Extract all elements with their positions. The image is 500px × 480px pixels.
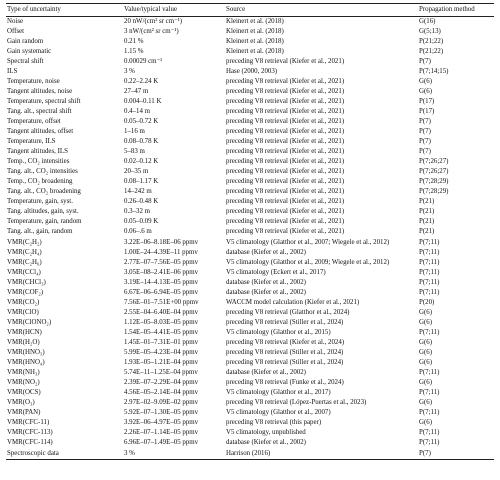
cell-source: V5 climatology, unpublished: [226, 429, 306, 437]
table-row: [6, 147, 494, 157]
cell-method: G(5;13): [419, 27, 441, 35]
cell-source: database (Kiefer et al., 2002): [226, 439, 306, 447]
cell-value: 1.12E–05–8.03E–05 ppmv: [124, 318, 199, 326]
cell-type: Temp., CO₂ intensities: [7, 158, 70, 166]
table-row: [6, 258, 494, 268]
table-row: [6, 248, 494, 258]
header-source: Source: [226, 6, 246, 13]
cell-type: Temperature, offset: [7, 117, 61, 125]
table-row: [6, 368, 494, 378]
cell-value: 20–35 m: [124, 168, 149, 176]
cell-source: preceding V8 retrieval (Kiefer et al., 2021): [226, 188, 345, 196]
cell-value: 4.56E–05–2.14E–04 ppmv: [124, 389, 199, 397]
cell-method: P(20): [419, 298, 435, 306]
cell-value: 3.05E–08–2.41E–06 ppmv: [124, 268, 199, 276]
cell-value: 5–83 m: [124, 148, 145, 156]
cell-source: preceding V8 retrieval (Kiefer et al., 2021): [226, 107, 345, 115]
header-value: Value/typical value: [124, 6, 177, 13]
cell-value: 1.45E–01–7.31E–01 ppmv: [124, 339, 199, 346]
cell-source: database (Kiefer et al., 2002): [226, 369, 306, 377]
cell-source: preceding V8 retrieval (Stiller et al., 2024): [226, 318, 344, 326]
table-row: [6, 77, 494, 87]
cell-source: V5 climatology (Eckert et al., 2017): [226, 268, 326, 276]
cell-value: 0.4–14 m: [124, 107, 151, 115]
cell-value: 20 nW/(cm² sr cm⁻¹): [124, 17, 183, 25]
cell-source: database (Kiefer et al., 2002): [226, 278, 306, 286]
table-row: [6, 398, 494, 408]
cell-value: 2.77E–07–7.56E–05 ppmv: [124, 258, 199, 266]
cell-value: 5.99E–05–4.23E–04 ppmv: [124, 349, 199, 357]
table-row: [6, 47, 494, 57]
cell-method: P(7;26;27): [419, 158, 449, 166]
cell-type: Temp., CO₂ broadening: [7, 178, 73, 186]
cell-type: Spectroscopic data: [7, 449, 59, 457]
table-row: [6, 37, 494, 47]
table-row: [6, 187, 494, 197]
cell-method: P(7;11): [419, 429, 440, 437]
cell-method: P(17): [419, 107, 435, 115]
cell-value: 0.08–1.17 K: [124, 178, 159, 186]
cell-value: 2.39E–07–2.29E–04 ppmv: [124, 379, 199, 387]
cell-method: G(6): [419, 77, 433, 85]
cell-type: Temperature, gain, syst.: [7, 198, 73, 206]
table-row: [6, 87, 494, 97]
table-row: [6, 137, 494, 147]
cell-type: VMR(ClONO₂): [7, 318, 52, 326]
cell-type: Gain random: [7, 37, 44, 45]
cell-source: preceding V8 retrieval (López-Puertas et al., 2023): [226, 399, 367, 407]
cell-method: P(7;11): [419, 439, 440, 447]
cell-type: VMR(CO₂): [7, 298, 40, 306]
cell-source: preceding V8 retrieval (Kiefer et al., 2021): [226, 117, 345, 125]
cell-type: VMR(CFC-114): [7, 439, 53, 447]
header-method: Propagation method: [419, 6, 475, 13]
cell-method: P(21): [419, 218, 435, 226]
cell-source: V5 climatology (Glatthor et al., 2017): [226, 389, 331, 397]
cell-value: 2.26E–07–1.14E–05 ppmv: [124, 429, 199, 437]
cell-method: P(21): [419, 198, 435, 206]
cell-type: Offset: [7, 27, 25, 35]
cell-method: P(7;11): [419, 238, 440, 246]
cell-type: VMR(NH₃): [7, 369, 40, 377]
cell-value: 1.54E–05–4.41E–05 ppmv: [124, 328, 199, 336]
cell-type: Tang. alt., CO₂ intensities: [7, 168, 78, 176]
cell-type: VMR(CFC-11): [7, 419, 50, 427]
cell-method: P(7;11): [419, 278, 440, 286]
cell-method: G(6): [419, 419, 433, 427]
cell-method: P(7): [419, 148, 431, 156]
cell-source: preceding V8 retrieval (this paper): [226, 419, 322, 427]
table-row: [6, 207, 494, 217]
cell-source: preceding V8 retrieval (Kiefer et al., 2021): [226, 178, 345, 186]
cell-method: P(7;11): [419, 328, 440, 336]
cell-value: 0.3–32 m: [124, 208, 151, 216]
table-row: [6, 227, 494, 237]
cell-type: Temperature, gain, random: [7, 218, 82, 226]
table-row: [6, 338, 494, 348]
cell-source: preceding V8 retrieval (Kiefer et al., 2021): [226, 128, 345, 136]
cell-source: V5 climatology (Glatthor et al., 2007): [226, 409, 331, 417]
table-row: [6, 127, 494, 137]
cell-source: preceding V8 retrieval (Stiller et al., 2024): [226, 349, 344, 357]
cell-type: Tang. altitudes, gain, syst.: [7, 208, 79, 216]
cell-value: 2.97E–02–9.09E–02 ppmv: [124, 399, 199, 407]
cell-value: 0.21 %: [124, 37, 144, 45]
cell-type: Spectral shift: [7, 57, 44, 65]
table-row: [6, 197, 494, 207]
cell-method: P(21): [419, 228, 435, 236]
table-row: [6, 378, 494, 388]
cell-source: WACCM model calculation (Kiefer et al., 2021): [226, 298, 360, 306]
cell-type: Tang. alt., spectral shift: [7, 107, 72, 115]
cell-method: P(7;11): [419, 248, 440, 256]
cell-type: ILS: [7, 67, 18, 75]
table-row: [6, 157, 494, 167]
cell-value: 0.02–0.12 K: [124, 158, 159, 166]
cell-value: 0.05–0.72 K: [124, 117, 159, 125]
cell-source: preceding V8 retrieval (Kiefer et al., 2021): [226, 228, 345, 236]
table-row: [6, 117, 494, 127]
cell-type: Temperature, ILS: [7, 138, 56, 146]
cell-type: Tangent altitudes, offset: [7, 128, 74, 136]
cell-source: Kleinert et al. (2018): [226, 37, 284, 45]
cell-type: Temperature, noise: [7, 77, 60, 85]
cell-type: VMR(CHCl₃): [7, 278, 46, 286]
table-row: [6, 288, 494, 298]
table-row: [6, 418, 494, 428]
cell-source: preceding V8 retrieval (Kiefer et al., 2021): [226, 218, 345, 226]
cell-value: 2.55E–04–6.40E–04 ppmv: [124, 308, 199, 316]
cell-type: VMR(C₂H₄): [7, 248, 42, 256]
cell-source: Hase (2000, 2003): [226, 67, 278, 75]
cell-type: VMR(O₃): [7, 399, 35, 407]
table-row: [6, 107, 494, 117]
cell-value: 0.22–2.24 K: [124, 77, 159, 85]
cell-source: Kleinert et al. (2018): [226, 17, 284, 25]
cell-method: G(6): [419, 399, 433, 407]
cell-method: P(7;11): [419, 288, 440, 296]
table-row: [6, 167, 494, 177]
cell-source: database (Kiefer et al., 2002): [226, 288, 306, 296]
cell-source: V5 climatology (Glatthor et al., 2015): [226, 328, 331, 336]
table-row: [6, 449, 494, 460]
uncertainty-table: [6, 3, 494, 460]
cell-value: 3.22E–06–8.18E–06 ppmv: [124, 238, 199, 246]
table-row: [6, 328, 494, 338]
cell-method: P(7): [419, 128, 431, 136]
cell-method: P(7;11): [419, 258, 440, 266]
cell-value: 14–242 m: [124, 188, 152, 196]
cell-value: 3.19E–14–4.13E–05 ppmv: [124, 278, 199, 286]
table-row: [6, 408, 494, 418]
cell-method: P(7;11): [419, 268, 440, 276]
cell-value: 3.92E–06–4.97E–05 ppmv: [124, 419, 199, 427]
cell-value: 6.67E–06–6.94E–05 ppmv: [124, 288, 199, 296]
table-row: [6, 388, 494, 398]
cell-type: VMR(C₂H₂): [7, 238, 42, 246]
cell-method: P(7;28;29): [419, 178, 449, 186]
cell-method: P(7;11): [419, 409, 440, 417]
table-row: [6, 348, 494, 358]
cell-type: VMR(OCS): [7, 389, 41, 397]
cell-value: 0.05–0.09 K: [124, 218, 159, 226]
cell-source: preceding V8 retrieval (Stiller et al., 2024): [226, 359, 344, 367]
cell-type: VMR(CCl₄): [7, 268, 41, 276]
cell-type: Tangent altitudes, ILS: [7, 148, 68, 156]
cell-value: 5.92E–07–1.30E–05 ppmv: [124, 409, 199, 417]
table-row: [6, 238, 494, 248]
cell-type: Gain systematic: [7, 47, 52, 55]
table-row: [6, 97, 494, 107]
cell-source: preceding V8 retrieval (Kiefer et al., 2024): [226, 339, 345, 346]
cell-value: 1.15 %: [124, 47, 144, 55]
table-row: [6, 308, 494, 318]
cell-method: G(6): [419, 339, 433, 346]
cell-source: Harrison (2016): [226, 449, 271, 457]
table-row: [6, 438, 494, 448]
cell-source: V5 climatology (Glatthor et al., 2009; Wiegele et al., 2012): [226, 258, 390, 266]
table-row: [6, 428, 494, 438]
cell-value: 0.08–0.78 K: [124, 138, 159, 146]
cell-method: P(7): [419, 449, 431, 457]
cell-source: preceding V8 retrieval (Kiefer et al., 2021): [226, 148, 345, 156]
cell-type: VMR(CFC-113): [7, 429, 53, 437]
cell-source: preceding V8 retrieval (Kiefer et al., 2021): [226, 138, 345, 146]
cell-value: 0.06–.6 m: [124, 228, 152, 236]
cell-method: P(7;11): [419, 389, 440, 397]
cell-type: Temperature, spectral shift: [7, 97, 81, 105]
cell-source: preceding V8 retrieval (Kiefer et al., 2021): [226, 198, 345, 206]
cell-method: P(7): [419, 117, 431, 125]
cell-source: V5 climatology (Glatthor et al., 2007; Wiegele et al., 2012): [226, 238, 390, 246]
cell-type: Noise: [7, 17, 24, 25]
cell-type: VMR(HNO₃): [7, 349, 45, 357]
cell-method: P(7;11): [419, 369, 440, 377]
cell-method: P(7;28;29): [419, 188, 449, 196]
table-row: [6, 27, 494, 37]
cell-method: P(7;14;15): [419, 67, 449, 75]
cell-value: 0.004–0.11 K: [124, 97, 162, 105]
uncertainty-table-container: [6, 3, 494, 460]
table-row: [6, 67, 494, 77]
cell-type: Tangent altitudes, noise: [7, 87, 73, 95]
cell-value: 1–16 m: [124, 128, 145, 136]
cell-value: 27–47 m: [124, 87, 149, 95]
cell-type: VMR(HNO₄): [7, 359, 45, 367]
cell-method: G(6): [419, 379, 433, 387]
cell-type: Tang. alt., gain, random: [7, 228, 73, 236]
cell-type: VMR(C₂H₆): [7, 258, 42, 266]
cell-method: G(6): [419, 349, 433, 357]
cell-source: preceding V8 retrieval (Glatthor et al., 2024): [226, 308, 350, 316]
cell-type: Tang. alt., CO₂ broadening: [7, 188, 81, 196]
cell-method: G(6): [419, 359, 433, 367]
cell-type: VMR(COF₂): [7, 288, 44, 296]
cell-value: 6.96E–07–1.49E–05 ppmv: [124, 439, 199, 447]
cell-type: VMR(PAN): [7, 409, 41, 417]
table-row: [6, 217, 494, 227]
table-row: [6, 358, 494, 368]
cell-value: 0.00029 cm⁻¹: [124, 57, 163, 65]
cell-method: P(7;26;27): [419, 168, 449, 176]
cell-value: 3 nW/(cm² sr cm⁻¹): [124, 27, 179, 35]
cell-type: VMR(H₂O): [7, 339, 40, 346]
table-row: [6, 177, 494, 187]
cell-method: G(6): [419, 87, 433, 95]
cell-method: P(21): [419, 208, 435, 216]
table-header: [6, 4, 494, 17]
cell-source: preceding V8 retrieval (Kiefer et al., 2021): [226, 77, 345, 85]
cell-source: Kleinert et al. (2018): [226, 27, 284, 35]
table-row: [6, 268, 494, 278]
cell-source: preceding V8 retrieval (Kiefer et al., 2021): [226, 208, 345, 216]
table-row: [6, 278, 494, 288]
header-type: Type of uncertainty: [7, 6, 61, 13]
cell-method: P(7): [419, 138, 431, 146]
table-body: [6, 16, 494, 459]
cell-method: G(6): [419, 308, 433, 316]
cell-value: 1.93E–05–1.21E–04 ppmv: [124, 359, 199, 367]
header-row: [6, 4, 494, 17]
cell-value: 3 %: [124, 449, 135, 457]
cell-value: 0.26–0.48 K: [124, 198, 159, 206]
cell-type: VMR(ClO): [7, 308, 39, 316]
cell-source: preceding V8 retrieval (Kiefer et al., 2021): [226, 158, 345, 166]
table-row: [6, 16, 494, 27]
cell-value: 7.56E–01–7.51E+00 ppmv: [124, 298, 199, 306]
cell-source: database (Kiefer et al., 2002): [226, 248, 306, 256]
cell-method: P(7): [419, 57, 431, 65]
cell-source: preceding V8 retrieval (Kiefer et al., 2021): [226, 168, 345, 176]
cell-method: P(17): [419, 97, 435, 105]
cell-source: preceding V8 retrieval (Kiefer et al., 2021): [226, 87, 345, 95]
cell-value: 1.00E–24–4.39E–11 ppmv: [124, 248, 198, 256]
cell-method: G(16): [419, 17, 436, 25]
table-row: [6, 57, 494, 67]
cell-method: P(21;22): [419, 47, 444, 55]
cell-source: preceding V8 retrieval (Kiefer et al., 2021): [226, 97, 345, 105]
cell-value: 5.74E–11–1.25E–04 ppmv: [124, 369, 198, 377]
cell-value: 3 %: [124, 67, 135, 75]
cell-type: VMR(NO₂): [7, 379, 40, 387]
cell-source: preceding V8 retrieval (Funke et al., 2024): [226, 379, 344, 387]
cell-method: P(21;22): [419, 37, 444, 45]
cell-type: VMR(HCN): [7, 328, 42, 336]
cell-method: G(6): [419, 318, 433, 326]
cell-source: Kleinert et al. (2018): [226, 47, 284, 55]
table-row: [6, 318, 494, 328]
cell-source: preceding V8 retrieval (Kiefer et al., 2021): [226, 57, 345, 65]
table-row: [6, 298, 494, 308]
